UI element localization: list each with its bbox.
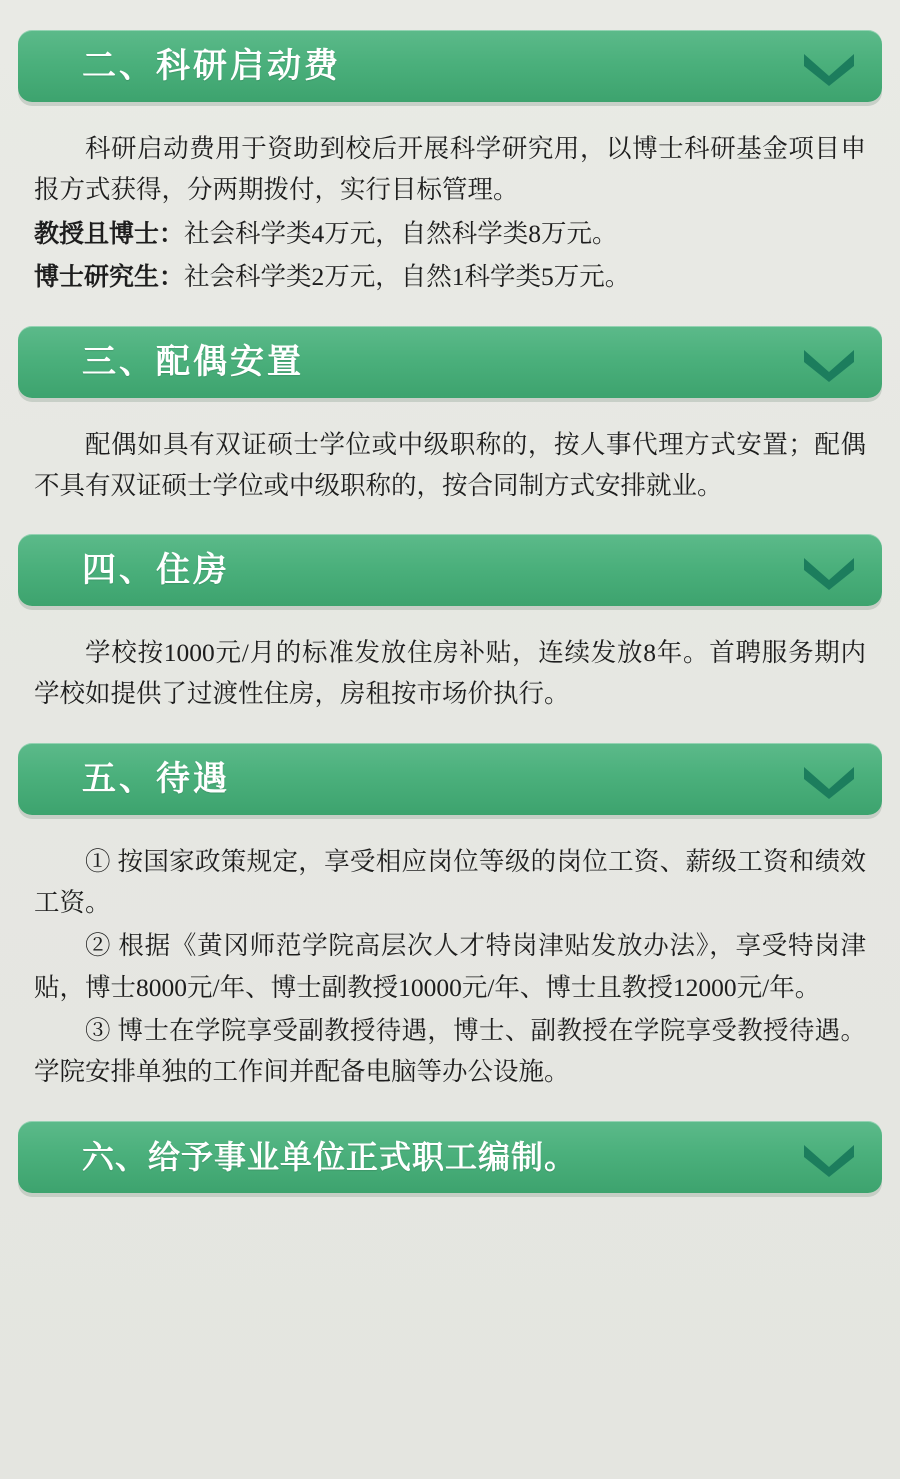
section-body-housing xyxy=(18,606,882,727)
paragraph-text: 社会科学类4万元，自然科学类8万元。 xyxy=(184,218,618,248)
section-title: 六、给予事业单位正式职工编制。 xyxy=(82,1137,578,1176)
section-title: 五、待遇 xyxy=(82,758,230,799)
section-header-housing[interactable] xyxy=(18,534,882,606)
chevron-down-icon[interactable] xyxy=(798,46,860,86)
chevron-down-icon[interactable] xyxy=(798,1137,860,1177)
top-spacer xyxy=(18,0,882,30)
chevron-down-icon[interactable] xyxy=(798,342,860,382)
section-body-spouse-placement xyxy=(18,398,882,519)
paragraph: 科研启动费用于资助到校后开展科学研究用，以博士科研基金项目申报方式获得，分两期拨付，实行目标管理。 xyxy=(34,134,866,205)
paragraph: ① 按国家政策规定，享受相应岗位等级的岗位工资、薪级工资和绩效工资。 xyxy=(34,846,866,918)
chevron-down-icon[interactable] xyxy=(798,550,860,590)
section-gap xyxy=(18,1105,882,1121)
section-body-research-startup-funds xyxy=(18,102,882,310)
section-research-startup-funds xyxy=(18,30,882,310)
section-gap xyxy=(18,518,882,534)
section-header-research-startup-funds[interactable] xyxy=(18,30,882,102)
section-housing xyxy=(18,534,882,727)
paragraph-text: 社会科学类2万元，自然1科学类5万元。 xyxy=(184,262,631,292)
paragraph-label: 教授且博士： xyxy=(34,218,185,248)
paragraph-labeled xyxy=(34,256,866,298)
paragraph: 配偶如具有双证硕士学位或中级职称的，按人事代理方式安置；配偶不具有双证硕士学位或中级职称的，按合同制方式安排就业。 xyxy=(34,429,866,500)
section-title: 二、科研启动费 xyxy=(82,46,341,86)
paragraph: ③ 博士在学院享受副教授待遇，博士、副教授在学院享受教授待遇。学院安排单独的工作间并配备电脑等办公设施。 xyxy=(34,1015,866,1087)
section-gap xyxy=(18,727,882,743)
section-title: 四、住房 xyxy=(82,550,230,591)
section-staff-establishment xyxy=(18,1121,882,1193)
section-gap xyxy=(18,310,882,326)
section-body-benefits xyxy=(18,815,882,1105)
section-spouse-placement xyxy=(18,326,882,519)
paragraph-label: 博士研究生： xyxy=(34,262,185,292)
section-title: 三、配偶安置 xyxy=(82,341,304,382)
section-benefits xyxy=(18,743,882,1105)
section-header-spouse-placement[interactable] xyxy=(18,326,882,398)
paragraph: ② 根据《黄冈师范学院高层次人才特岗津贴发放办法》，享受特岗津贴，博士8000元/年、博士副教授10000元/年、博士且教授12000元/年。 xyxy=(34,931,866,1002)
paragraph: 学校按1000元/月的标准发放住房补贴，连续发放8年。首聘服务期内学校如提供了过渡性住房，房租按市场价执行。 xyxy=(34,638,866,709)
section-header-benefits[interactable] xyxy=(18,743,882,815)
chevron-down-icon[interactable] xyxy=(798,759,860,799)
paragraph-labeled xyxy=(34,213,866,255)
section-header-staff-establishment[interactable] xyxy=(18,1121,882,1193)
